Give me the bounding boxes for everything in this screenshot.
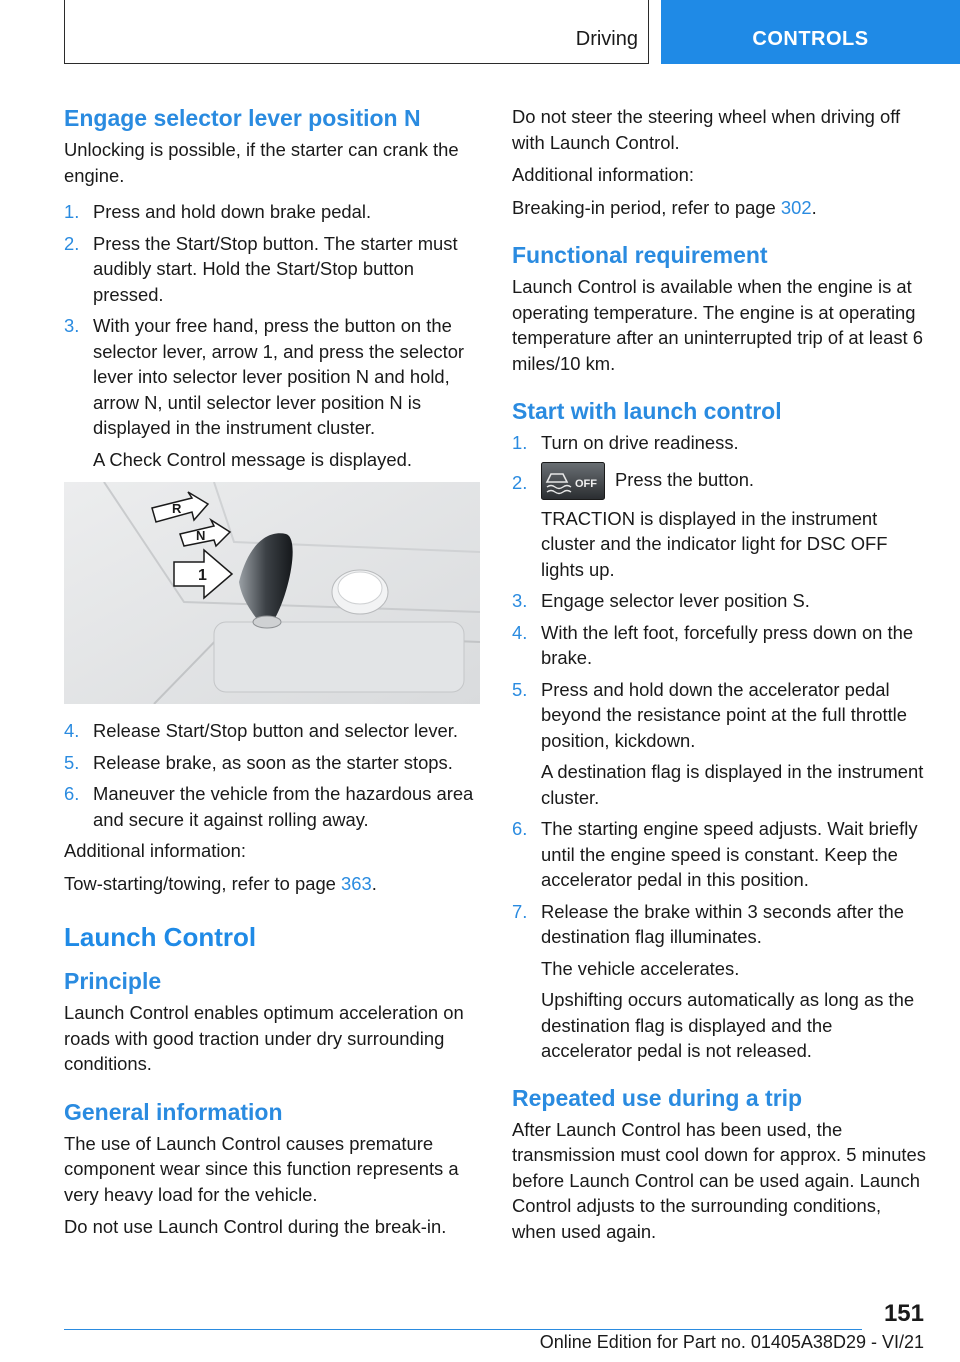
heading-launch-control: Launch Control xyxy=(64,922,257,952)
launch-steps-list-end xyxy=(512,816,928,950)
step-text: Maneuver the vehicle from the hazardous area and secure it against rolling away. xyxy=(93,783,474,830)
breakin-reference xyxy=(512,195,928,221)
heading-functional-requirement: Functional requirement xyxy=(512,242,768,268)
step-number: 5. xyxy=(64,751,80,773)
step-number: 2. xyxy=(512,471,528,493)
paragraph-unlocking: Unlocking is possible, if the starter can crank the engine. xyxy=(64,139,459,186)
list-item xyxy=(512,677,928,754)
list-item xyxy=(64,231,480,308)
breakin-reference-text: Breaking-in period, refer to page xyxy=(512,196,781,218)
list-item xyxy=(512,620,928,671)
step-text: Press the button. xyxy=(615,468,755,490)
heading-repeated-use: Repeated use during a trip xyxy=(512,1084,803,1111)
step2-note: TRACTION is displayed in the instrument cluster and the indicator light for DSC OFF lights up. xyxy=(541,507,888,580)
paragraph-steer: Do not steer the steering wheel when driving off with Launch Control. xyxy=(512,106,901,153)
step-text: Engage selector lever position S. xyxy=(541,590,810,611)
list-item xyxy=(512,899,928,950)
step-text: Release Start/Stop button and selector lever. xyxy=(93,720,458,741)
steps-list-a xyxy=(64,199,480,441)
footer-divider xyxy=(64,1329,862,1330)
paragraph-repeated: After Launch Control has been used, the transmission must cool down for approx. 5 minutes before Launch Control can be used again. Launch Control adjusts to the surrounding conditions, when used again. xyxy=(512,1118,926,1242)
page-number: 151 xyxy=(883,1300,924,1327)
list-item xyxy=(512,462,928,500)
list-item xyxy=(64,781,480,832)
heading-start-launch-control: Start with launch control xyxy=(512,398,782,424)
header-chapter-label: CONTROLS xyxy=(752,28,869,50)
step-number: 2. xyxy=(64,232,80,254)
steps-list-b xyxy=(64,718,480,832)
list-item xyxy=(512,430,928,456)
dsc-off-label: OFF xyxy=(575,477,597,490)
step-number: 7. xyxy=(512,900,528,922)
tow-page-link[interactable]: 363 xyxy=(341,872,372,894)
list-item xyxy=(512,816,928,893)
step-number: 1. xyxy=(512,432,528,453)
step-number: 5. xyxy=(512,678,528,700)
breakin-page-link[interactable]: 302 xyxy=(780,196,812,218)
list-item xyxy=(64,313,480,441)
step-number: 3. xyxy=(64,315,80,336)
dsc-off-button-icon xyxy=(541,462,605,500)
header-chapter-tab[interactable] xyxy=(661,0,960,64)
heading-principle: Principle xyxy=(64,968,162,994)
step-text: Press and hold down the accelerator pedal beyond the resistance point at the full throttle position, kickdown. xyxy=(541,678,907,751)
list-item xyxy=(64,718,480,744)
left-column xyxy=(64,104,480,1247)
step-number: 4. xyxy=(512,621,528,643)
step-text: Release brake, as soon as the starter stops. xyxy=(93,751,453,773)
header-section-title: Driving xyxy=(575,28,638,50)
list-item xyxy=(64,199,480,225)
launch-steps-list xyxy=(512,430,928,500)
paragraph-functional: Launch Control is available when the engine is at operating temperature. The engine is at operating temperature after an uninterrupted trip of at least 6 miles/10 km. xyxy=(512,276,923,374)
heading-selector-lever: Engage selector lever position N xyxy=(64,105,421,131)
paragraph-general-2: Do not use Launch Control during the break-in. xyxy=(64,1216,447,1237)
step-text: Press and hold down brake pedal. xyxy=(93,201,372,222)
tow-reference-text: Tow-starting/towing, refer to page xyxy=(64,872,342,894)
additional-info-label: Additional information: xyxy=(64,840,246,861)
step-number: 4. xyxy=(64,720,80,741)
step-text: With the left foot, forcefully press down on the brake. xyxy=(541,621,914,668)
step-text: The starting engine speed adjusts. Wait briefly until the engine speed is constant. Keep the accelerator pedal in this position. xyxy=(541,818,918,890)
additional-info-label: Additional information: xyxy=(512,164,694,185)
list-item xyxy=(512,588,928,614)
heading-general-information: General information xyxy=(64,1098,283,1125)
tow-reference-end: . xyxy=(371,872,377,894)
step-number: 3. xyxy=(512,590,528,611)
arrow-label-n: N xyxy=(196,528,206,543)
right-column xyxy=(512,104,928,1251)
step3-note: A Check Control message is displayed. xyxy=(93,448,412,470)
step7-note-2: Upshifting occurs automatically as long as the destination flag is displayed and the accelerator pedal is not released. xyxy=(541,989,915,1061)
paragraph-principle: Launch Control enables optimum acceleration on roads with good traction under dry surrounding conditions. xyxy=(64,1002,464,1074)
tow-reference xyxy=(64,871,480,897)
step-text: Turn on drive readiness. xyxy=(541,432,739,453)
step-text: Press the Start/Stop button. The starter must audibly start. Hold the Start/Stop button pressed. xyxy=(93,232,458,305)
breakin-reference-end: . xyxy=(811,196,817,218)
launch-steps-list-cont xyxy=(512,588,928,753)
step-text: Release the brake within 3 seconds after the destination flag illuminates. xyxy=(541,900,904,947)
step5-note: A destination flag is displayed in the instrument cluster. xyxy=(541,761,924,808)
edition-info: Online Edition for Part no. 01405A38D29 - VI/21 xyxy=(539,1332,924,1352)
step-text: With your free hand, press the button on the selector lever, arrow 1, and press the selector lever into selector lever position N and hold, arrow N, until selector lever position N is displayed in the instrument cluster. xyxy=(93,315,465,438)
list-item xyxy=(64,750,480,776)
step-number: 6. xyxy=(64,783,80,804)
selector-lever-photo xyxy=(64,482,480,704)
step-number: 6. xyxy=(512,818,528,839)
arrow-label-1: 1 xyxy=(198,567,207,584)
paragraph-general-1: The use of Launch Control causes premature component wear since this function represents a very heavy load for the vehicle. xyxy=(64,1132,459,1205)
step-number: 1. xyxy=(64,201,80,222)
arrow-label-r: R xyxy=(172,501,182,516)
step7-note-1: The vehicle accelerates. xyxy=(541,957,740,979)
